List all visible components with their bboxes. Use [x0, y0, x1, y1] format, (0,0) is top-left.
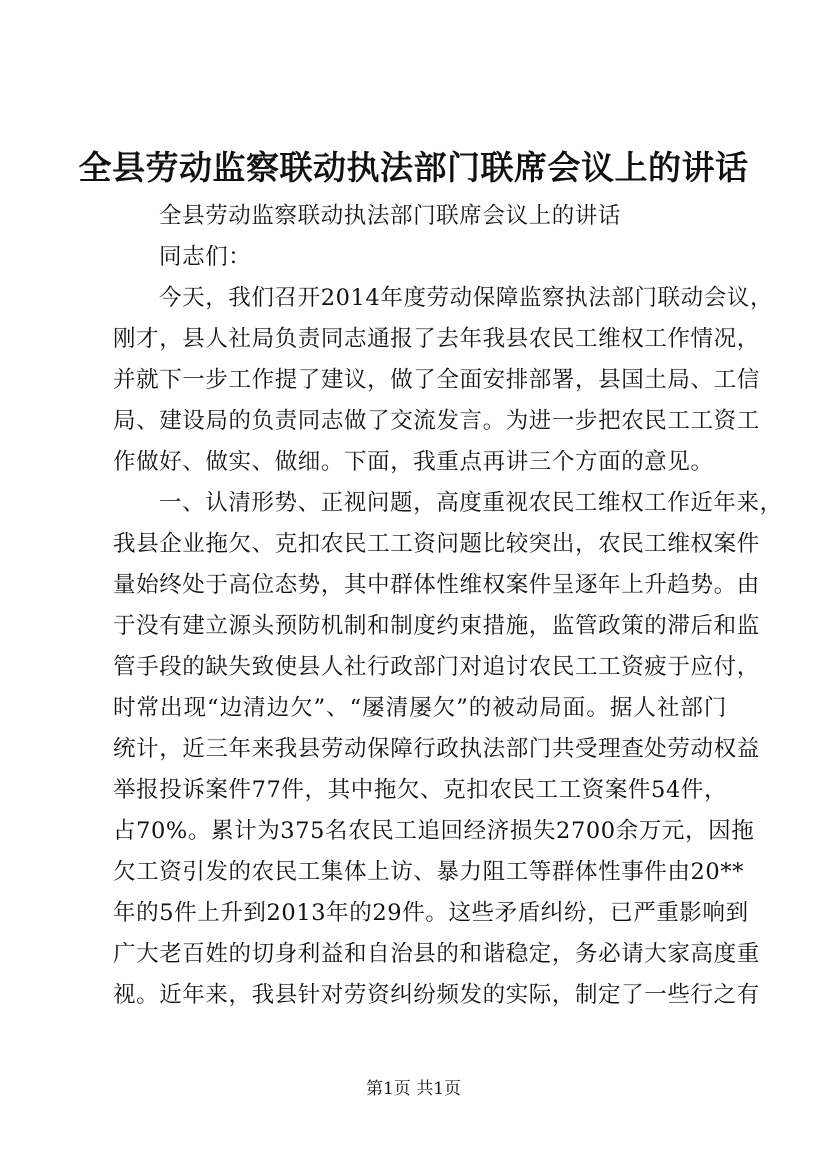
salutation-line: 同志们：: [159, 244, 252, 270]
paragraph-line: 视。近年来，我县针对劳资纠纷频发的实际，制定了一些行之有: [113, 982, 760, 1008]
paragraph-line: 管手段的缺失致使县人社行政部门对追讨农民工工资疲于应付，: [113, 654, 760, 680]
paragraph-line: 欠工资引发的农民工集体上访、暴力阻工等群体性事件由20**: [113, 859, 745, 885]
paragraph-line: 刚才，县人社局负责同志通报了去年我县农民工维权工作情况，: [113, 326, 760, 352]
paragraph-line: 统计，近三年来我县劳动保障行政执法部门共受理查处劳动权益: [113, 736, 760, 762]
subtitle-line: 全县劳动监察联动执法部门联席会议上的讲话: [159, 203, 622, 229]
paragraph-line: 并就下一步工作提了建议，做了全面安排部署，县国土局、工信: [113, 367, 760, 393]
paragraph-line: 今天，我们召开2014年度劳动保障监察执法部门联动会议，: [159, 285, 774, 311]
paragraph-line: 我县企业拖欠、克扣农民工工资问题比较突出，农民工维权案件: [113, 531, 760, 557]
paragraph-line: 年的5件上升到2013年的29件。这些矛盾纠纷，已严重影响到: [113, 900, 749, 926]
document-title: 全县劳动监察联动执法部门联席会议上的讲话: [78, 148, 749, 187]
paragraph-line: 作做好、做实、做细。下面，我重点再讲三个方面的意见。: [113, 449, 714, 475]
document-body: [113, 196, 783, 1016]
paragraph-line: 占70%。累计为375名农民工追回经济损失2700余万元，因拖: [113, 818, 755, 844]
paragraph-line: 量始终处于高位态势，其中群体性维权案件呈逐年上升趋势。由: [113, 572, 760, 598]
paragraph-line: 局、建设局的负责同志做了交流发言。为进一步把农民工工资工: [113, 408, 760, 434]
paragraph-line: 举报投诉案件77件，其中拖欠、克扣农民工工资案件54件，: [113, 777, 728, 803]
paragraph-line: 于没有建立源头预防机制和制度约束措施，监管政策的滞后和监: [113, 613, 760, 639]
paragraph-line: 广大老百姓的切身利益和自治县的和谐稳定，务必请大家高度重: [113, 941, 760, 967]
section-heading-line: 一、认清形势、正视问题，高度重视农民工维权工作近年来，: [159, 490, 783, 516]
page-footer: 第1页 共1页: [365, 1079, 462, 1099]
paragraph-line: 时常出现“边清边欠”、“屡清屡欠”的被动局面。据人社部门: [113, 695, 727, 721]
